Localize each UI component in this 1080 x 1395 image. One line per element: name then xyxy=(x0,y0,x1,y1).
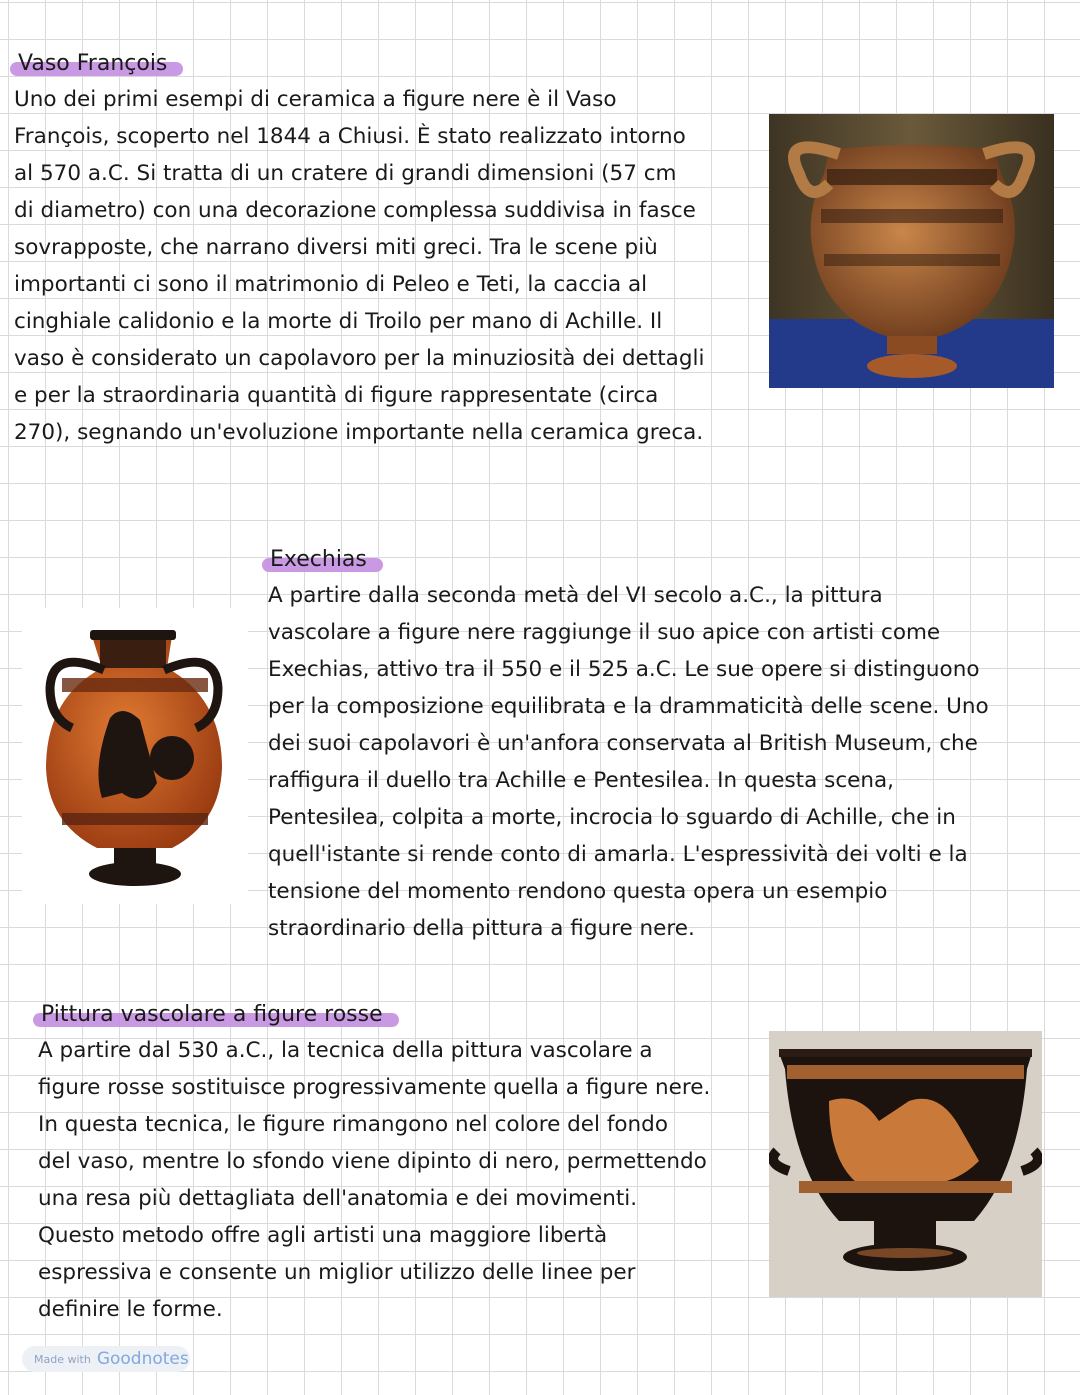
text-line: del vaso, mentre lo sfondo viene dipinto di nero, permettendo xyxy=(38,1149,707,1174)
text-line: Uno dei primi esempi di ceramica a figure nere è il Vaso xyxy=(14,87,617,112)
heading-vaso-francois: Vaso François xyxy=(14,50,183,78)
text-line: espressiva e consente un miglior utilizzo delle linee per xyxy=(38,1260,636,1285)
text-line: vaso è considerato un capolavoro per la minuziosità dei dettagli xyxy=(14,346,705,371)
text-line: tensione del momento rendono questa opera un esempio xyxy=(268,879,888,904)
text-line: al 570 a.C. Si tratta di un cratere di grandi dimensioni (57 cm xyxy=(14,161,677,186)
text-line: dei suoi capolavori è un'anfora conservata al British Museum, che xyxy=(268,731,978,756)
text-line: Exechias, attivo tra il 550 e il 525 a.C. Le sue opere si distinguono xyxy=(268,657,980,682)
text-line: di diametro) con una decorazione complessa suddivisa in fasce xyxy=(14,198,696,223)
text-line: A partire dalla seconda metà del VI secolo a.C., la pittura xyxy=(268,583,883,608)
heading-figure-rosse: Pittura vascolare a figure rosse xyxy=(37,1001,399,1029)
text-line: vascolare a figure nere raggiunge il suo apice con artisti come xyxy=(268,620,941,645)
goodnotes-badge xyxy=(22,1346,190,1372)
text-line: figure rosse sostituisce progressivamente quella a figure nere. xyxy=(38,1075,711,1100)
text-line: e per la straordinaria quantità di figure rappresentate (circa xyxy=(14,383,659,408)
vaso-francois-photo xyxy=(769,114,1054,388)
text-line: François, scoperto nel 1844 a Chiusi. È stato realizzato intorno xyxy=(14,124,686,149)
text-line: definire le forme. xyxy=(38,1297,223,1322)
text-line: per la composizione equilibrata e la drammaticità delle scene. Uno xyxy=(268,694,989,719)
text-line: quell'istante si rende conto di amarla. L'espressività dei volti e la xyxy=(268,842,968,867)
text-line: cinghiale calidonio e la morte di Troilo per mano di Achille. Il xyxy=(14,309,663,334)
paragraph-figure-rosse xyxy=(38,1032,710,1328)
text-line: In questa tecnica, le figure rimangono nel colore del fondo xyxy=(38,1112,668,1137)
text-line: straordinario della pittura a figure nere. xyxy=(268,916,695,941)
text-line: importanti ci sono il matrimonio di Peleo e Teti, la caccia al xyxy=(14,272,648,297)
goodnotes-brand: Goodnotes xyxy=(96,1349,189,1369)
text-line: Questo metodo offre agli artisti una maggiore libertà xyxy=(38,1223,608,1248)
text-line: sovrapposte, che narrano diversi miti greci. Tra le scene più xyxy=(14,235,658,260)
red-figure-krater-photo xyxy=(769,1031,1042,1297)
exechias-amphora-photo xyxy=(22,608,248,904)
paragraph-exechias xyxy=(268,577,989,947)
text-line: 270), segnando un'evoluzione importante nella ceramica greca. xyxy=(14,420,704,445)
paragraph-vaso-francois xyxy=(14,81,704,451)
text-line: una resa più dettagliata dell'anatomia e dei movimenti. xyxy=(38,1186,638,1211)
text-line: raffigura il duello tra Achille e Pentesilea. In questa scena, xyxy=(268,768,894,793)
made-with-label: Made with xyxy=(34,1352,91,1366)
text-line: Pentesilea, colpita a morte, incrocia lo sguardo di Achille, che in xyxy=(268,805,956,830)
text-line: A partire dal 530 a.C., la tecnica della pittura vascolare a xyxy=(38,1038,653,1063)
heading-exechias: Exechias xyxy=(266,546,383,574)
